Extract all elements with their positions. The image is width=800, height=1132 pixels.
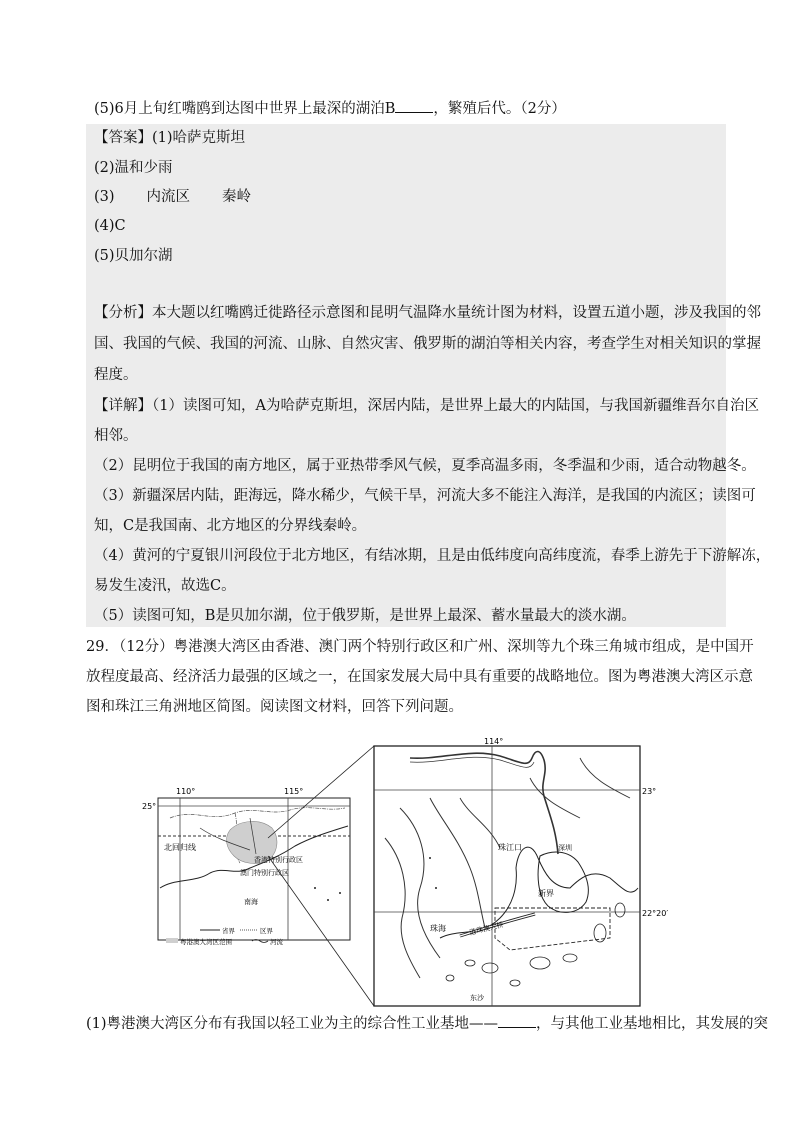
lat-label-25: 25°	[142, 802, 157, 811]
legend-area: 粤港澳大湾区范围	[180, 938, 232, 946]
lon-label-114: 114°	[484, 737, 504, 746]
detail-1-line-1: 【详解】（1）读图可知，A为哈萨克斯坦，深居内陆，是世界上最大的内陆国，与我国新疆维吾尔自治区	[94, 398, 759, 414]
detail-5: （5）读图可知，B是贝加尔湖，位于俄罗斯，是世界上最深、蓄水量最大的淡水湖。	[94, 608, 636, 624]
analysis-line-2: 国、我国的气候、我国的河流、山脉、自然灾害、俄罗斯的湖泊等相关内容，考查学生对相关知识的掌握	[94, 336, 761, 352]
question-29-1-text-after: ，与其他工业基地相比，其发展的突	[536, 1016, 769, 1032]
question-5	[94, 99, 566, 119]
river-mouth-label: 珠江口	[498, 843, 522, 852]
detail-1-line-2: 相邻。	[94, 428, 138, 444]
legend-area-swatch	[166, 938, 178, 943]
left-inset-map	[142, 787, 350, 946]
lon-label-115: 115°	[284, 787, 304, 796]
greater-bay-area-map	[140, 737, 669, 1010]
island-label: 东沙	[470, 994, 484, 1002]
bridge-label: 港珠澳大桥	[468, 920, 505, 937]
xinjie-label: 新界	[538, 889, 554, 898]
tropic-label: 北回归线	[164, 843, 196, 852]
detail-3-line-1: （3）新疆深居内陆，距海远，降水稀少，气候干旱，河流大多不能注入海洋，是我国的内流区；读图可	[94, 488, 756, 504]
answer-3-part2: 秦岭	[222, 189, 252, 205]
answer-3-part1: 内流区	[146, 189, 191, 205]
map-figure	[140, 737, 669, 1010]
right-detail-map	[374, 737, 668, 1006]
south-sea-label: 南海	[244, 898, 258, 906]
answer-3	[94, 187, 251, 207]
detail-4-line-1: （4）黄河的宁夏银川河段位于北方地区，有结冰期，且是由低纬度向高纬度流，春季上游先于下游解冻，	[94, 548, 771, 564]
question-29-line-1: 29．（12分）粤港澳大湾区由香港、澳门两个特别行政区和广州、深圳等九个珠三角城市组成，是中国开	[86, 639, 754, 655]
question-5-score: ，繁殖后代。（2分）	[433, 101, 566, 117]
macau-label: 澳门特别行政区	[240, 869, 289, 877]
detail-3-line-2: 知，C是我国南、北方地区的分界线秦岭。	[94, 518, 367, 534]
detail-2: （2）昆明位于我国的南方地区，属于亚热带季风气候，夏季高温多雨，冬季温和少雨，适合动物越冬。	[94, 458, 756, 474]
analysis-line-1: 【分析】本大题以红嘴鸥迁徙路径示意图和昆明气温降水量统计图为材料，设置五道小题，涉及我国的邻	[94, 305, 761, 321]
question-29-1-text: (1)粤港澳大湾区分布有我国以轻工业为主的综合性工业基地——	[86, 1016, 499, 1032]
zhuhai-label: 珠海	[430, 924, 446, 933]
answer-3-number: (3)	[94, 189, 115, 205]
answer-4: (4)C	[94, 218, 126, 234]
hk-label: 香港特别行政区	[254, 856, 303, 864]
detail-4-line-2: 易发生凌汛，故选C。	[94, 578, 236, 594]
answer-blank[interactable]	[395, 99, 433, 113]
lat-label-23: 23°	[642, 787, 657, 796]
legend-river: 河流	[270, 938, 283, 946]
legend-border1: 省界	[222, 927, 235, 935]
analysis-line-3: 程度。	[94, 367, 138, 383]
question-29-1	[86, 1014, 768, 1034]
answer-blank-29-1[interactable]	[498, 1014, 536, 1028]
answer-label: 【答案】	[94, 130, 152, 146]
question-29-line-2: 放程度最高、经济活力最强的区域之一，在国家发展大局中具有重要的战略地位。图为粤港澳大湾区示意	[86, 669, 753, 685]
answer-2: (2)温和少雨	[94, 160, 173, 176]
question-29-line-3: 图和珠江三角洲地区简图。阅读图文材料，回答下列问题。	[86, 699, 463, 715]
answer-5: (5)贝加尔湖	[94, 248, 173, 264]
answer-line-1	[94, 128, 245, 148]
legend-border2: 区界	[260, 927, 273, 935]
question-5-text: (5)6月上旬红嘴鸥到达图中世界上最深的湖泊B	[94, 101, 396, 117]
shenzhen-label: 深圳	[558, 844, 572, 852]
lon-label-110: 110°	[176, 787, 196, 796]
answer-1: (1)哈萨克斯坦	[152, 130, 246, 146]
lat-label-22-20: 22°20′	[642, 909, 669, 918]
